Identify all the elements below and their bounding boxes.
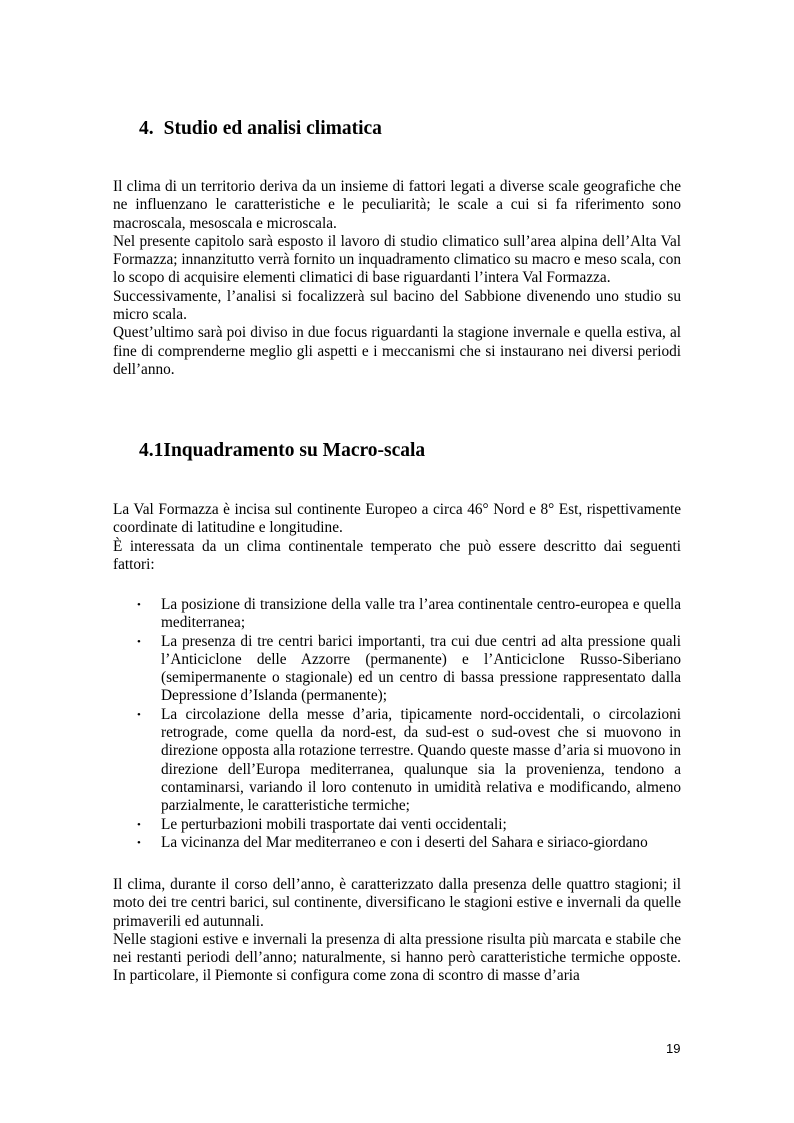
section-heading (139, 117, 382, 141)
list-item (113, 816, 681, 834)
list-item (113, 596, 681, 633)
list-item-text: La circolazione della messe d’aria, tipicamente nord-occidentali, o circolazioni retrograde, come quella da nord-est, da sud-est o sud-ovest che si muovono in direzione opposta alla rotazione terrestre. Quando queste masse d’aria si muovono in direzione dell’Europa mediterranea, qualunque sia la provenienza, tendono a contaminarsi, variando il loro contenuto in umidità relativa e modificando, almeno parzialmente, le caratteristiche termiche; (161, 705, 681, 815)
list-item (113, 633, 681, 706)
section-number: 4. (139, 118, 154, 139)
page-number: 19 (666, 1041, 681, 1056)
bullet-icon: • (137, 708, 141, 721)
subsection-heading (139, 439, 425, 463)
section-title: Studio ed analisi climatica (163, 118, 382, 139)
bullet-icon: • (137, 599, 141, 611)
list-item-text: Le perturbazioni mobili trasportate dai venti occidentali; (161, 815, 507, 833)
list-item-text: La posizione di transizione della valle tra l’area continentale centro-europea e quella mediterranea; (161, 596, 681, 632)
list-item-text: La presenza di tre centri barici importanti, tra cui due centri ad alta pressione quali l’Anticiclone delle Azzorre (permanente) e l’Anticiclone Russo-Siberiano (semipermanente o stagionale) ed un centro di bassa pressione rappresentato dalla Depressione d’Islanda (permanente); (161, 632, 681, 705)
list-item (113, 706, 681, 816)
subsection-title: Inquadramento su Macro-scala (163, 440, 426, 461)
intro-text (113, 178, 681, 379)
bullet-icon: • (137, 836, 141, 849)
list-item (113, 834, 681, 852)
paragraph: Successivamente, l’analisi si focalizzerà sul bacino del Sabbione divenendo uno studio su micro scala. (113, 287, 681, 324)
climate-text (113, 876, 681, 986)
paragraph: Il clima di un territorio deriva da un insieme di fattori legati a diverse scale geografiche che ne influenzano le caratteristiche e le peculiarità; le scale a cui si fa riferimento sono macroscala, mesoscala e microscala. (113, 178, 681, 232)
paragraph: Quest’ultimo sarà poi diviso in due focus riguardanti la stagione invernale e quella estiva, al fine di comprenderne meglio gli aspetti e i meccanismi che si instaurano nei diversi periodi dell’anno. (113, 324, 681, 378)
list-item-text: La vicinanza del Mar mediterraneo e con i deserti del Sahara e siriaco-giordano (161, 833, 648, 851)
paragraph: Nel presente capitolo sarà esposto il lavoro di studio climatico sull’area alpina dell’Alta Val Formazza; innanzitutto verrà fornito un inquadramento climatico su macro e meso scala, con lo scopo di acquisire elementi climatici di base riguardanti l’intera Val Formazza. (113, 232, 681, 287)
subsection-number: 4.1 (139, 440, 164, 461)
paragraph: La Val Formazza è incisa sul continente Europeo a circa 46° Nord e 8° Est, rispettivamente coordinate di latitudine e longitudine. (113, 501, 681, 537)
bullet-icon: • (137, 818, 141, 831)
bullet-icon: • (137, 635, 141, 648)
climate-factors-list (113, 596, 681, 852)
geo-text (113, 501, 681, 574)
paragraph: Il clima, durante il corso dell’anno, è caratterizzato dalla presenza delle quattro stagioni; il moto dei tre centri barici, sul continente, diversificano le stagioni estive e invernali da quelle primaverili ed autunnali. (113, 876, 681, 930)
paragraph: È interessata da un clima continentale temperato che può essere descritto dai seguenti fattori: (113, 537, 681, 573)
paragraph: Nelle stagioni estive e invernali la presenza di alta pressione risulta più marcata e stabile che nei restanti periodi dell’anno; naturalmente, si hanno però caratteristiche termiche opposte. In particolare, il Piemonte si configura come zona di scontro di masse d’aria (113, 930, 681, 985)
